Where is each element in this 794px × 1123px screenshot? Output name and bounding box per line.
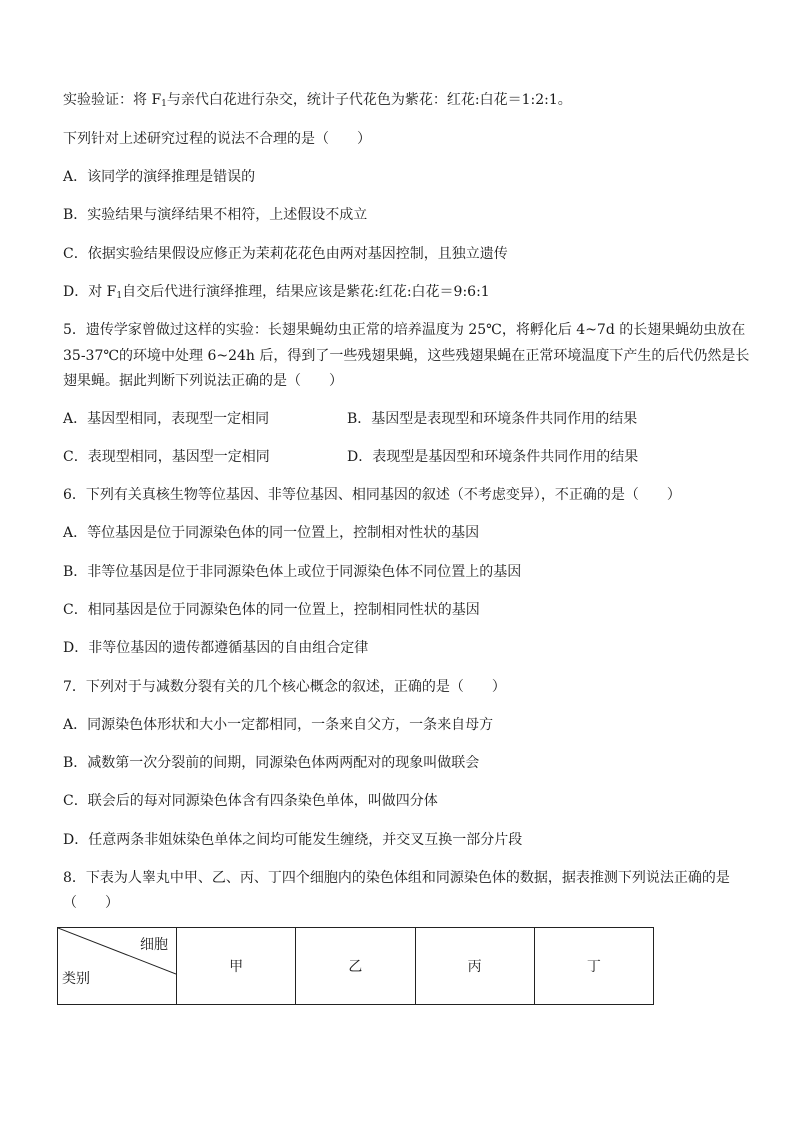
option-a: A．该同学的演绎推理是错误的 xyxy=(63,169,256,185)
q8-line-1: 8．下表为人睾丸中甲、乙、丙、丁四个细胞内的染色体组和同源染色体的数据，据表推测下列说法正确的是 xyxy=(63,870,730,886)
table-header-row xyxy=(58,928,654,1005)
table-header-ding: 丁 xyxy=(534,928,653,1005)
q6-option-c: C．相同基因是位于同源染色体的同一位置上，控制相同性状的基因 xyxy=(63,602,480,618)
q7-option-b: B．减数第一次分裂前的间期，同源染色体两两配对的现象叫做联会 xyxy=(63,755,480,771)
q7-option-c: C．联会后的每对同源染色体含有四条染色单体，叫做四分体 xyxy=(63,793,438,809)
table-header-jia: 甲 xyxy=(177,928,296,1005)
q5-option-c: C．表现型相同，基因型一定相同 xyxy=(63,449,270,465)
q8-line-2: （ ） xyxy=(63,895,119,911)
question-stem: 下列针对上述研究过程的说法不合理的是（ ） xyxy=(63,131,371,147)
table-corner-cell xyxy=(58,928,177,1005)
q7-option-a: A．同源染色体形状和大小一定都相同，一条来自父方，一条来自母方 xyxy=(63,717,494,733)
option-b: B．实验结果与演绎结果不相符，上述假设不成立 xyxy=(63,207,368,223)
q5-line-2: 35-37℃的环境中处理 6~24h 后，得到了一些残翅果蝇，这些残翅果蝇在正常环境温度下产生的后代仍然是长 xyxy=(63,348,750,364)
cell-data-table xyxy=(57,927,654,1005)
q5-option-b: B．基因型是表现型和环境条件共同作用的结果 xyxy=(347,411,638,427)
table-header-yi: 乙 xyxy=(296,928,415,1005)
table-header-bing: 丙 xyxy=(415,928,534,1005)
corner-label-cell: 细胞 xyxy=(140,937,168,953)
q5-line-1: 5．遗传学家曾做过这样的实验：长翅果蝇幼虫正常的培养温度为 25℃，将孵化后 4~7d 的长翅果蝇幼虫放在 xyxy=(63,322,746,338)
q5-line-3: 翅果蝇。据此判断下列说法正确的是（ ） xyxy=(63,373,343,389)
corner-label-category: 类别 xyxy=(62,971,90,987)
q5-option-a: A．基因型相同，表现型一定相同 xyxy=(63,411,270,427)
option-c: C．依据实验结果假设应修正为茉莉花花色由两对基因控制，且独立遗传 xyxy=(63,246,508,262)
q6-option-b: B．非等位基因是位于非同源染色体上或位于同源染色体不同位置上的基因 xyxy=(63,564,522,580)
q7-option-d: D．任意两条非姐妹染色单体之间均可能发生缠绕，并交叉互换一部分片段 xyxy=(63,832,523,848)
q6-option-a: A．等位基因是位于同源染色体的同一位置上，控制相对性状的基因 xyxy=(63,525,480,541)
q6-stem: 6．下列有关真核生物等位基因、非等位基因、相同基因的叙述（不考虑变异），不正确的是（ ） xyxy=(63,487,681,503)
verification-line: 实验验证：将 $F_1$与亲代白花进行杂交，统计子代花色为紫花：红花:白花＝1:2:1。 xyxy=(63,92,572,109)
q7-stem: 7．下列对于与减数分裂有关的几个核心概念的叙述，正确的是（ ） xyxy=(63,679,506,695)
option-d: D．对 $F_1$自交后代进行演绎推理，结果应该是紫花:红花:白花＝9:6:1 xyxy=(63,284,490,301)
q6-option-d: D．非等位基因的遗传都遵循基因的自由组合定律 xyxy=(63,640,369,656)
q5-option-d: D．表现型是基因型和环境条件共同作用的结果 xyxy=(347,449,639,465)
